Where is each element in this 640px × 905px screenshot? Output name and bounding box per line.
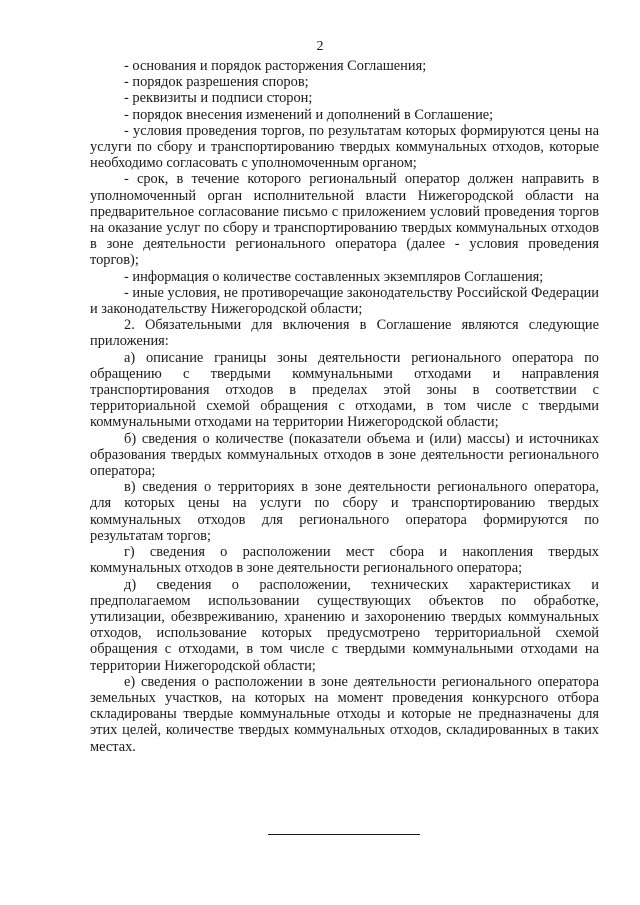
list-item-amendments: - порядок внесения изменений и дополнений в Соглашение; [124, 106, 494, 123]
appendix-a: а) описание границы зоны деятельности регионального оператора по обращению с твердыми коммунальными отходами и направления транспортирования отходов в пределах этой зоны в соответствии с территориальной схемой обращения с отходами, в том числе с твердыми коммунальными отходами на территории Нижегородской области; [90, 349, 599, 431]
list-item-deadline: - срок, в течение которого региональный оператор должен направить в уполномоченный орган исполнительной власти Нижегородской области на предварительное согласование письмо с приложением условий проведения торгов на оказание услуг по сбору и транспортированию твердых коммунальных отходов в зоне деятельности регионального оператора (далее - условия проведения торгов); [90, 171, 599, 269]
appendix-b: б) сведения о количестве (показатели объема и (или) массы) и источниках образования твердых коммунальных отходов в зоне деятельности регионального оператора; [90, 430, 599, 480]
list-item-copies: - информация о количестве составленных экземпляров Соглашения; [124, 268, 544, 285]
list-item-other-conditions: - иные условия, не противоречащие законодательству Российской Федерации и законодательству Нижегородской области; [90, 284, 599, 318]
appendix-d: д) сведения о расположении, технических характеристиках и предполагаемом использовании существующих объектов по обработке, утилизации, обезвреживанию, хранению и захоронению твердых коммунальных отходов, использование которых предусмотрено территориальной схемой обращения с отходами, в том числе с твердыми коммунальными отходами на территории Нижегородской области; [90, 576, 599, 674]
document-body [90, 58, 599, 755]
list-item-requisites: - реквизиты и подписи сторон; [124, 90, 313, 107]
list-item-termination: - основания и порядок расторжения Соглашения; [124, 58, 427, 74]
appendix-e: е) сведения о расположении в зоне деятельности регионального оператора земельных участков, на которых на момент проведения конкурсного отбора складированы твердые коммунальные отходы и которые не предназначены для этих целей, количестве твердых коммунальных отходов, складированных в таких местах. [90, 673, 599, 755]
appendix-g: г) сведения о расположении мест сбора и накопления твердых коммунальных отходов в зоне деятельности регионального оператора; [90, 544, 599, 577]
page-number: 2 [316, 39, 324, 54]
appendix-v: в) сведения о территориях в зоне деятельности регионального оператора, для которых цены на услуги по сбору и транспортированию твердых коммунальных отходов для регионального оператора формируются по результатам торгов; [90, 479, 599, 544]
list-item-disputes: - порядок разрешения споров; [124, 74, 309, 91]
list-item-tender-conditions: - условия проведения торгов, по результатам которых формируются цены на услуги по сбору и транспортированию твердых коммунальных отходов, которые необходимо согласовать с уполномоченным органом; [90, 122, 599, 172]
closing-rule [268, 834, 420, 835]
section-2-heading: 2. Обязательными для включения в Соглашение являются следующие приложения: [90, 317, 599, 350]
